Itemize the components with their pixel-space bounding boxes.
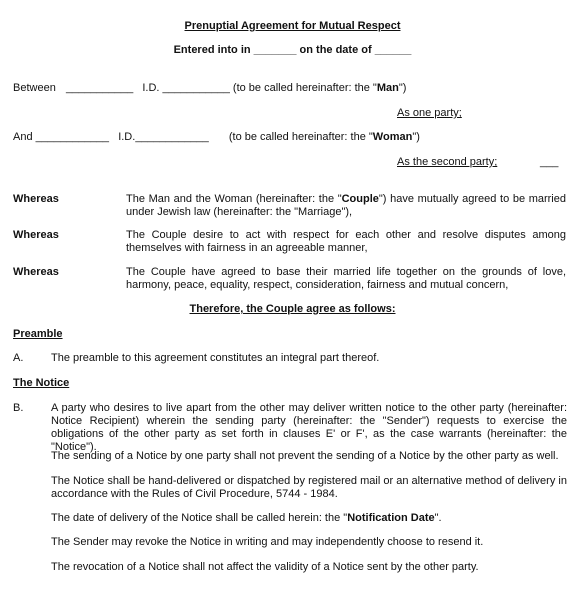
- and-suffix-pre: (to be called hereinafter: the ": [228, 131, 373, 143]
- notice-paragraph-1: [51, 402, 567, 454]
- whereas-label-3: Whereas: [13, 266, 59, 278]
- whereas-text-1-bold: Couple: [341, 193, 379, 205]
- notice-paragraph-6: [51, 561, 567, 574]
- and-name-blank: ____________: [35, 131, 110, 143]
- between-suffix-post: "): [398, 82, 407, 94]
- notice-paragraph-5-text: The Sender may revoke the Notice in writing and may independently choose to resend it.: [51, 536, 484, 548]
- notice-paragraph-4-post: ".: [434, 512, 442, 524]
- preamble-heading: Preamble: [13, 328, 63, 340]
- and-suffix-post: "): [412, 131, 420, 143]
- whereas-text-1-pre: The Man and the Woman (hereinafter: the ": [126, 193, 342, 205]
- and-party-name: Woman: [372, 131, 413, 143]
- notification-date-term: Notification Date: [347, 512, 435, 524]
- whereas-text-3: [126, 266, 566, 292]
- notice-paragraph-3: [51, 475, 567, 501]
- notice-paragraph-5: [51, 536, 567, 549]
- preamble-letter: A.: [13, 352, 24, 364]
- between-line: [13, 82, 406, 94]
- document-title: Prenuptial Agreement for Mutual Respect: [184, 20, 401, 32]
- and-label: And: [13, 131, 33, 143]
- between-name-blank: ___________: [65, 82, 134, 94]
- and-trailing-blank: ___: [540, 156, 559, 168]
- notice-paragraph-4: [51, 512, 567, 525]
- notice-paragraph-1-text: A party who desires to live apart from the other may deliver written notice to the other party (hereinafter: Notice Recipient) wherein the sending party (hereinafter: the "Sender") requests to exercise the obligations of the other party as set forth in clauses E' or F', as the case warrants (hereinafter: the "Notice").: [51, 402, 567, 453]
- notice-paragraph-4-pre: The date of delivery of the Notice shall be called herein: the ": [51, 512, 348, 524]
- whereas-label-1: Whereas: [13, 193, 59, 205]
- and-id-label: I.D.: [118, 131, 136, 143]
- between-id-blank: ___________: [162, 82, 230, 94]
- entered-line: Entered into in _______ on the date of ______: [173, 44, 412, 56]
- notice-paragraph-3-text: The Notice shall be hand-delivered or dispatched by registered mail or an alternative method of delivery in accordance with the Rules of Civil Procedure, 5744 - 1984.: [51, 475, 567, 500]
- notice-paragraph-2: [51, 450, 567, 463]
- notice-paragraph-6-text: The revocation of a Notice shall not affect the validity of a Notice sent by the other party.: [51, 561, 479, 573]
- and-line: [13, 131, 420, 143]
- whereas-label-2: Whereas: [13, 229, 59, 241]
- and-role: As the second party;: [397, 156, 498, 168]
- whereas-text-1-post: ") have mutually agreed to be married under Jewish law (hereinafter: the "Marriage"),: [126, 193, 566, 218]
- whereas-text-2-pre: The Couple desire to act with respect for each other and resolve disputes among themselves with fairness in an agreeable manner,: [126, 229, 566, 254]
- notice-heading: The Notice: [13, 377, 70, 389]
- between-party-name: Man: [376, 82, 399, 94]
- between-label: Between: [13, 82, 56, 94]
- whereas-text-2: [126, 229, 566, 255]
- therefore-heading: Therefore, the Couple agree as follows:: [189, 303, 396, 315]
- and-id-blank: ____________: [135, 131, 209, 143]
- notice-letter: B.: [13, 402, 24, 414]
- whereas-text-1: [126, 193, 566, 219]
- preamble-text: The preamble to this agreement constitutes an integral part thereof.: [51, 352, 380, 364]
- between-suffix-pre: (to be called hereinafter: the ": [232, 82, 377, 94]
- between-role: As one party;: [397, 107, 462, 119]
- notice-paragraph-2-text: The sending of a Notice by one party shall not prevent the sending of a Notice by the other party as well.: [51, 450, 559, 462]
- between-id-label: I.D.: [142, 82, 160, 94]
- whereas-text-3-pre: The Couple have agreed to base their married life together on the grounds of love, harmony, peace, equality, respect, consideration, fairness and mutual concern,: [126, 266, 566, 291]
